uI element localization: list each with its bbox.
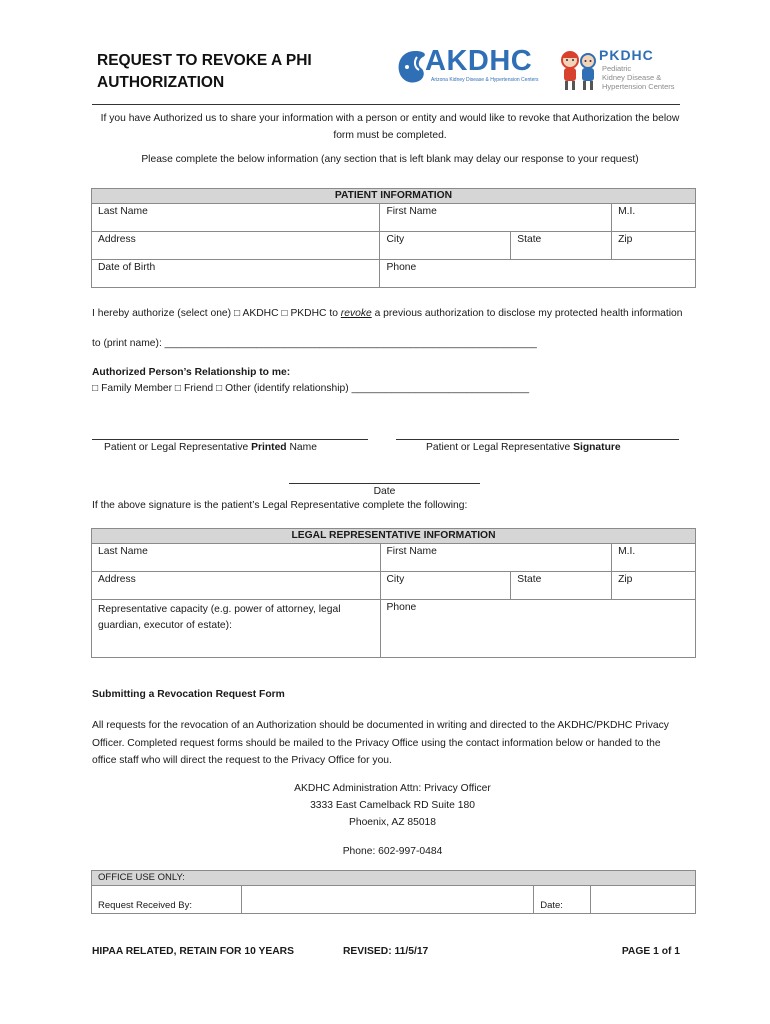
- intro-line-1: If you have Authorized us to share your information with a person or entity and would like to revoke that Authorization the below: [100, 113, 680, 124]
- patient-first-name-field[interactable]: First Name: [380, 204, 612, 232]
- date-line[interactable]: [289, 483, 480, 484]
- office-date-label: [534, 886, 591, 914]
- capacity-line-1: Representative capacity (e.g. power of attorney, legal: [98, 604, 341, 615]
- legal-state-field[interactable]: State: [511, 572, 612, 600]
- relationship-options[interactable]: □ Family Member □ Friend □ Other (identify relationship) _______________________________: [92, 383, 530, 394]
- pkdhc-line-2: Kidney Disease &: [602, 73, 662, 82]
- patient-info-table: [91, 188, 696, 288]
- legal-last-name-field[interactable]: Last Name: [92, 544, 381, 572]
- title-line-2: AUTHORIZATION: [97, 74, 225, 91]
- patient-zip-field[interactable]: Zip: [612, 232, 696, 260]
- legal-rep-note: If the above signature is the patient’s Legal Representative complete the following:: [92, 500, 468, 511]
- akdhc-abbr: AKDHC: [425, 45, 533, 77]
- submitting-line-3: office staff who will direct the request to the Privacy Office for you.: [92, 755, 392, 766]
- intro-line-2: form must be completed.: [333, 130, 447, 141]
- contact-line-1: AKDHC Administration Attn: Privacy Officer: [294, 783, 491, 794]
- title-line-1: REQUEST TO REVOKE A PHI: [97, 52, 312, 69]
- page-title: [97, 50, 312, 94]
- legal-address-field[interactable]: Address: [92, 572, 381, 600]
- submitting-body: [92, 717, 669, 770]
- submitting-heading: Submitting a Revocation Request Form: [92, 689, 285, 700]
- akdhc-logo: [395, 47, 550, 87]
- patient-phone-field[interactable]: Phone: [380, 260, 696, 288]
- relationship-heading: Authorized Person’s Relationship to me:: [92, 367, 291, 378]
- akdhc-subtitle: Arizona Kidney Disease & Hypertension Centers: [431, 77, 539, 83]
- printed-label-prefix: Patient or Legal Representative: [104, 442, 252, 453]
- footer-left: HIPAA RELATED, RETAIN FOR 10 YEARS: [92, 946, 294, 957]
- legal-capacity-field[interactable]: [92, 600, 381, 658]
- pkdhc-abbr-text: PKDHC: [599, 47, 654, 63]
- legal-first-name-field[interactable]: First Name: [380, 544, 612, 572]
- pkdhc-line-1: Pediatric: [602, 64, 632, 73]
- legal-zip-field[interactable]: Zip: [612, 572, 696, 600]
- printed-label-suffix: Name: [286, 442, 317, 453]
- contact-block: [235, 780, 550, 860]
- office-date-text: Date:: [540, 900, 563, 911]
- pkdhc-abbr: [599, 47, 654, 63]
- patient-dob-field[interactable]: Date of Birth: [92, 260, 380, 288]
- legal-mi-field[interactable]: M.I.: [612, 544, 696, 572]
- signature-label-bold: Signature: [573, 442, 621, 453]
- printed-label-bold: Printed: [251, 442, 287, 453]
- received-by-label: [92, 886, 242, 914]
- patient-last-name-field[interactable]: Last Name: [92, 204, 380, 232]
- patient-state-field[interactable]: State: [511, 232, 612, 260]
- authorize-prefix: I hereby authorize (select one) □ AKDHC □ PKDHC to: [92, 308, 341, 319]
- legal-city-field[interactable]: City: [380, 572, 511, 600]
- authorize-statement: [92, 308, 683, 319]
- patient-city-field[interactable]: City: [380, 232, 511, 260]
- legal-phone-field[interactable]: Phone: [380, 600, 696, 658]
- signature-label-prefix: Patient or Legal Representative: [426, 442, 574, 453]
- capacity-line-2: guardian, executor of estate):: [98, 620, 232, 631]
- pkdhc-logo: [557, 47, 677, 95]
- office-use-table: [91, 870, 696, 914]
- received-by-field[interactable]: [241, 886, 533, 914]
- office-use-heading: OFFICE USE ONLY:: [92, 871, 696, 886]
- date-label: Date: [373, 486, 396, 497]
- contact-phone: Phone: 602-997-0484: [342, 846, 443, 857]
- footer-page: PAGE 1 of 1: [621, 946, 680, 957]
- submitting-line-1: All requests for the revocation of an Authorization should be documented in writing and directed to the AKDHC/PKDHC Privacy: [92, 720, 669, 731]
- signature-label: [426, 442, 621, 453]
- header-divider: [92, 104, 680, 105]
- printed-name-line[interactable]: [92, 439, 368, 440]
- legal-rep-table: [91, 528, 696, 658]
- submitting-line-2: Officer. Completed request forms should be mailed to the Privacy Office using the contact information below or handed to the: [92, 737, 661, 749]
- legal-rep-heading: LEGAL REPRESENTATIVE INFORMATION: [92, 529, 696, 544]
- print-name-line[interactable]: to (print name): _________________________________________________________________: [92, 338, 537, 349]
- pkdhc-line-3: Hypertension Centers: [602, 82, 675, 91]
- intro-text: [80, 110, 700, 144]
- office-date-field[interactable]: [591, 886, 696, 914]
- patient-address-field[interactable]: Address: [92, 232, 380, 260]
- signature-line[interactable]: [396, 439, 679, 440]
- children-icon: [557, 49, 601, 93]
- received-by-text: Request Received By:: [98, 900, 192, 911]
- patient-info-heading: PATIENT INFORMATION: [92, 189, 696, 204]
- footer-revised: REVISED: 11/5/17: [343, 946, 429, 957]
- printed-name-label: [104, 442, 317, 453]
- authorize-suffix: a previous authorization to disclose my protected health information: [371, 308, 683, 319]
- contact-line-3: Phoenix, AZ 85018: [348, 817, 436, 828]
- contact-line-2: 3333 East Camelback RD Suite 180: [310, 800, 475, 811]
- please-complete-text: Please complete the below information (any section that is left blank may delay our response to your request): [141, 154, 639, 165]
- revoke-word: revoke: [340, 308, 372, 319]
- patient-mi-field[interactable]: M.I.: [612, 204, 696, 232]
